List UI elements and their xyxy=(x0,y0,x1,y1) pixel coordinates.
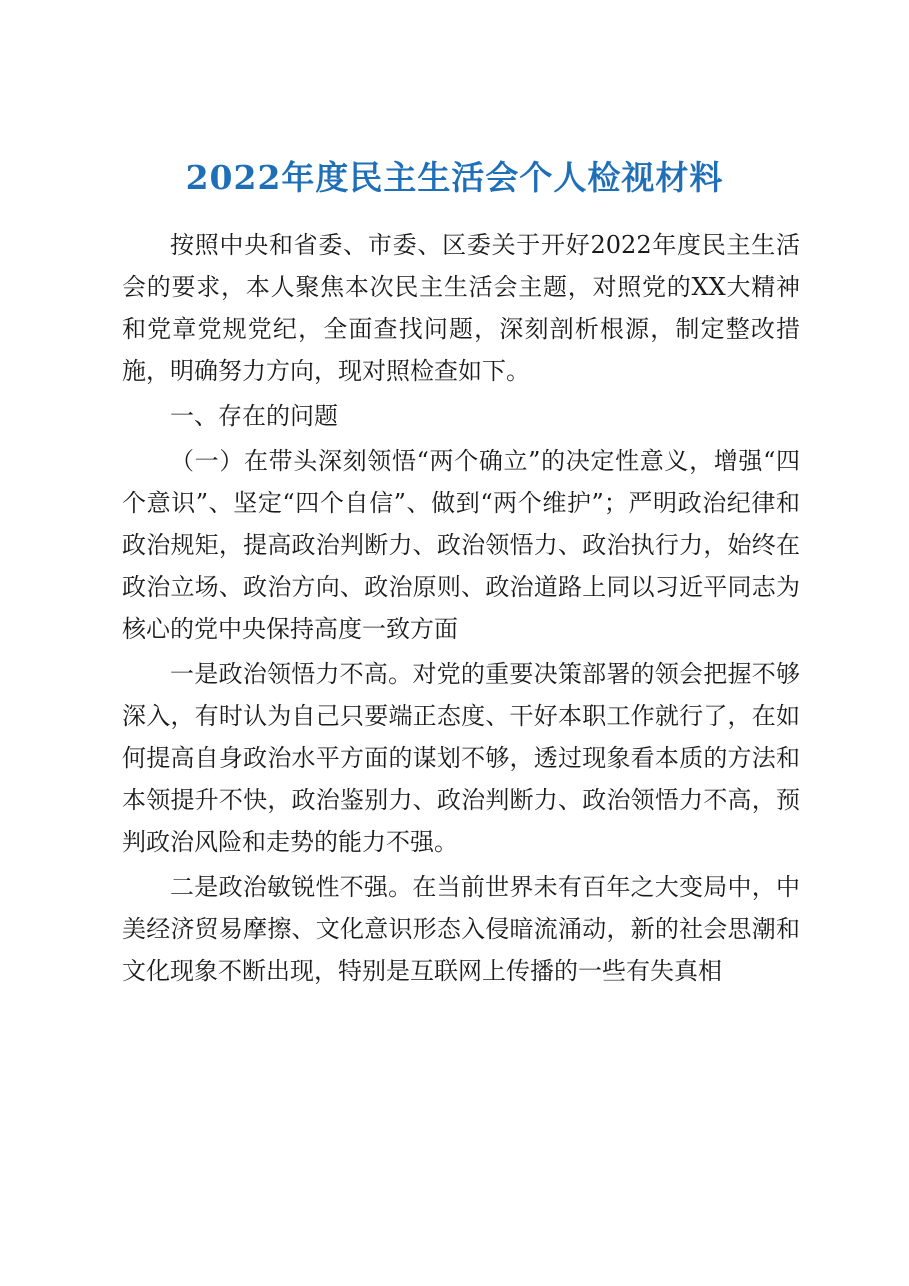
intro-paragraph: 按照中央和省委、市委、区委关于开好2022年度民主生活会的要求，本人聚焦本次民主生活会主题，对照党的XX大精神和党章党规党纪，全面查找问题，深刻剖析根源，制定整改措施，明确努力方向，现对照检查如下。 xyxy=(122,231,800,385)
section-heading: 一、存在的问题 xyxy=(170,402,338,430)
point-one-paragraph: 一是政治领悟力不高。对党的重要决策部署的领会把握不够深入，有时认为自己只要端正态度、干好本职工作就行了，在如何提高自身政治水平方面的谋划不够，透过现象看本质的方法和本领提升不快，政治鉴别力、政治判断力、政治领悟力不高，预判政治风险和走势的能力不强。 xyxy=(122,660,800,856)
document-body xyxy=(122,224,800,995)
point-two-paragraph: 二是政治敏锐性不强。在当前世界未有百年之大变局中，中美经济贸易摩擦、文化意识形态入侵暗流涌动，新的社会思潮和文化现象不断出现，特别是互联网上传播的一些有失真相 xyxy=(122,873,800,985)
page-title: 2022年度民主生活会个人检视材料 xyxy=(185,158,724,197)
subsection-paragraph: （一）在带头深刻领悟“两个确立”的决定性意义，增强“四个意识”、坚定“四个自信”、做到“两个维护”；严明政治纪律和政治规矩，提高政治判断力、政治领悟力、政治执行力，始终在政治立场、政治方向、政治原则、政治道路上同以习近平同志为核心的党中央保持高度一致方面 xyxy=(122,447,800,643)
